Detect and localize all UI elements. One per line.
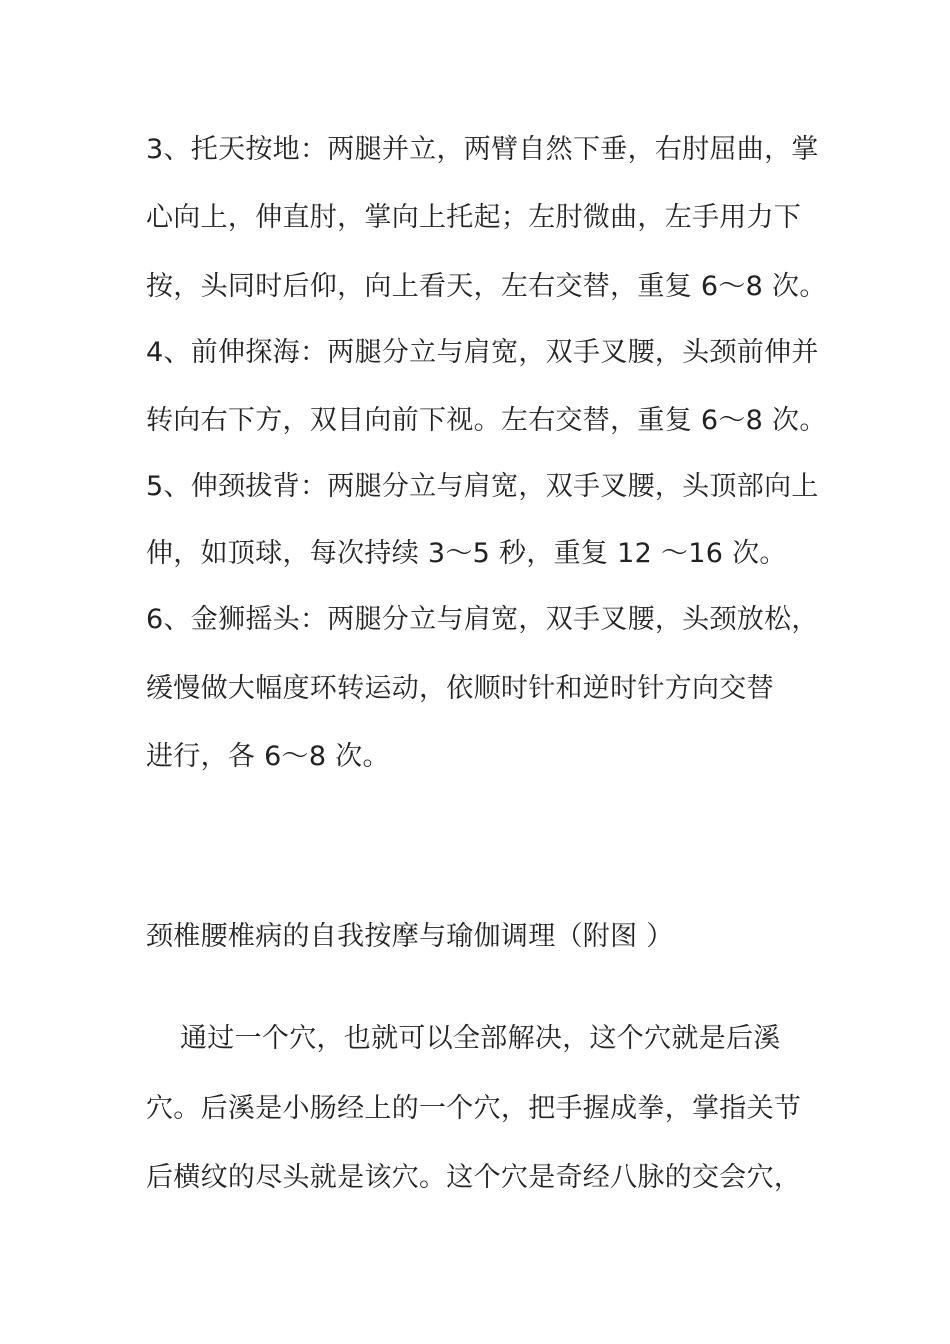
text-line: 心向上，伸直肘，掌向上托起；左肘微曲，左手用力下 — [146, 202, 802, 233]
paragraph-line: 穴。后溪是小肠经上的一个穴，把手握成拳，掌指关节 — [146, 1093, 802, 1124]
text-line: 3、托天按地：两腿并立，两臂自然下垂，右肘屈曲，掌 — [146, 134, 819, 165]
text-line: 6、金狮摇头：两腿分立与肩宽，双手叉腰，头颈放松， — [146, 604, 819, 635]
text-line: 转向右下方，双目向前下视。左右交替，重复 6～8 次。 — [146, 405, 827, 436]
text-line: 5、伸颈拔背：两腿分立与肩宽，双手叉腰，头顶部向上 — [146, 471, 819, 502]
paragraph-line: 通过一个穴，也就可以全部解决，这个穴就是后溪 — [180, 1023, 781, 1054]
text-line: 按，头同时后仰，向上看天，左右交替，重复 6～8 次。 — [146, 271, 827, 302]
section-title: 颈椎腰椎病的自我按摩与瑜伽调理（附图 ） — [146, 921, 674, 952]
text-line: 伸，如顶球，每次持续 3～5 秒，重复 12 ～16 次。 — [146, 538, 787, 569]
paragraph-line: 后横纹的尽头就是该穴。这个穴是奇经八脉的交会穴， — [146, 1162, 802, 1193]
text-line: 缓慢做大幅度环转运动，依顺时针和逆时针方向交替 — [146, 673, 774, 704]
text-line: 4、前伸探海：两腿分立与肩宽，双手叉腰，头颈前伸并 — [146, 337, 819, 368]
text-line: 进行，各 6～8 次。 — [146, 741, 390, 772]
